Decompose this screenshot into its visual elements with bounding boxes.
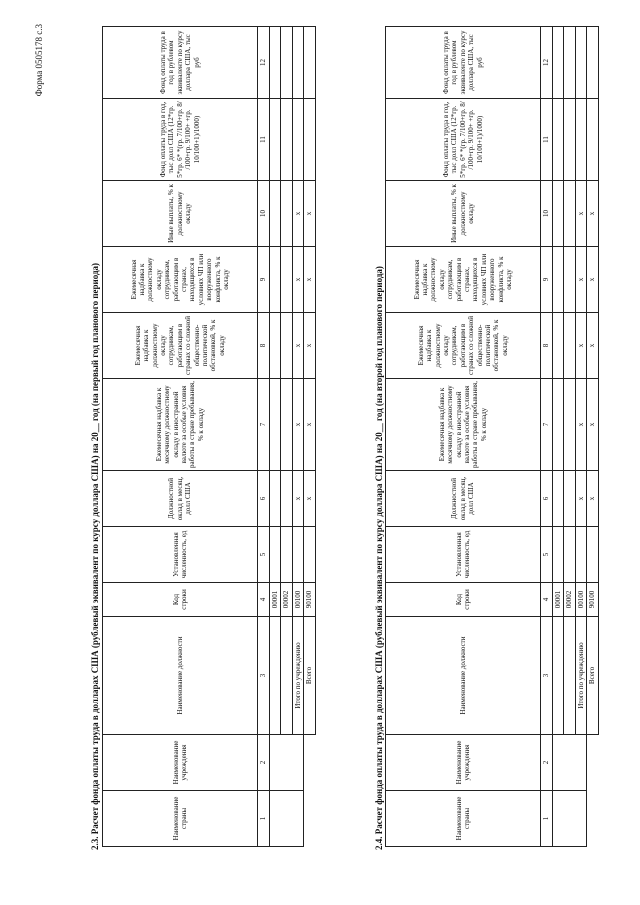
country-cell [553,791,587,847]
value-cell [270,313,281,379]
header-cell: Ежемесячная надбавка к должностному окладу сотрудникам, работающим в странах со сложной общественно-политической обстановкой, % к окладу [103,313,258,379]
section-title-2-4: 2.4. Расчет фонда оплаты труда в долларах США (рублевый эквивалент по курсу доллара США) на 20__ год (на второй год планового периода) [374,266,384,850]
column-number: 2 [258,735,270,791]
column-number: 7 [258,379,270,471]
column-number: 9 [258,247,270,313]
value-cell [564,99,575,181]
column-number: 10 [258,181,270,247]
value-cell [575,27,586,99]
value-cell [564,471,575,527]
value-cell [270,379,281,471]
column-number: 3 [258,617,270,735]
blank-cell [304,735,315,791]
column-number: 1 [258,791,270,847]
value-cell: x [304,313,315,379]
value-cell [553,527,564,583]
value-cell: x [587,181,598,247]
value-cell [564,247,575,313]
value-cell [575,99,586,181]
value-cell: x [304,471,315,527]
table-row [564,27,575,847]
value-cell [281,247,292,313]
table-row [270,27,281,847]
column-number: 12 [541,27,553,99]
column-number: 9 [541,247,553,313]
value-cell [564,527,575,583]
subtotal-label: Итого по учреждению [292,617,303,735]
value-cell [281,181,292,247]
header-cell: Ежемесячная надбавка к должностному окладу сотрудникам, работающим в странах, находящихся в условиях ЧП или вооруженного конфликта, % к окладу [386,247,541,313]
value-cell [281,379,292,471]
position-cell [270,617,281,735]
value-cell: x [304,379,315,471]
value-cell [575,527,586,583]
column-number: 10 [541,181,553,247]
header-cell: Фонд оплаты труда в год, тыс долл США (12*гр. 5*гр. 6* *(гр. 7/100+гр. 8/ /100+гр. 9/100+ +гр. 10/100+1)/1000) [386,99,541,181]
value-cell [564,27,575,99]
table-row-total [587,27,598,847]
value-cell [281,471,292,527]
row-code: 00001 [270,583,281,617]
value-cell: x [575,247,586,313]
value-cell: x [292,313,303,379]
header-cell: Ежемесячная надбавка к месячному должностному окладу в иностранной валюте за особые условия работы в стране пребывания, % к окладу [103,379,258,471]
blank-cell [587,791,598,847]
column-number: 5 [258,527,270,583]
value-cell: x [587,313,598,379]
value-cell: x [587,379,598,471]
value-cell [292,99,303,181]
value-cell: x [292,471,303,527]
institution-cell [553,735,587,791]
value-cell [270,99,281,181]
position-cell [564,617,575,735]
column-number: 11 [258,99,270,181]
header-cell: Установленная численность, ед [103,527,258,583]
value-cell [270,27,281,99]
header-cell: Ежемесячная надбавка к должностному окладу сотрудникам, работающим в странах, находящихся в условиях ЧП или вооруженного конфликта, % к окладу [103,247,258,313]
value-cell [281,527,292,583]
header-cell: Должностной оклад в месяц, долл США [386,471,541,527]
column-number: 5 [541,527,553,583]
value-cell [270,527,281,583]
value-cell [304,99,315,181]
row-code: 00001 [553,583,564,617]
value-cell [564,313,575,379]
table-row-subtotal [292,27,303,847]
header-cell: Наименование страны [103,791,258,847]
value-cell [553,181,564,247]
header-cell: Ежемесячная надбавка к месячному должностному окладу в иностранной валюте за особые условия работы в стране пребывания, % к окладу [386,379,541,471]
column-number: 4 [541,583,553,617]
header-row [386,27,541,847]
value-cell [304,527,315,583]
row-code: 00100 [575,583,586,617]
value-cell [553,379,564,471]
column-number: 6 [258,471,270,527]
value-cell: x [292,379,303,471]
row-code: 00002 [281,583,292,617]
total-label: Всего [304,617,315,735]
row-code: 00002 [564,583,575,617]
value-cell [587,27,598,99]
column-number-row [541,27,553,847]
header-cell: Наименование учреждения [386,735,541,791]
value-cell [553,99,564,181]
column-number: 7 [541,379,553,471]
column-number: 3 [541,617,553,735]
row-code: 90100 [587,583,598,617]
header-row [103,27,258,847]
header-cell: Фонд оплаты труда в год, тыс долл США (12*гр. 5*гр. 6* *(гр. 7/100+гр. 8/ /100+гр. 9/100+ +гр. 10/100+1)/1000) [103,99,258,181]
column-number: 1 [541,791,553,847]
total-label: Всего [587,617,598,735]
value-cell [292,527,303,583]
header-cell: Фонд оплаты труда в год в рублевом эквиваленте по курсу доллара США, тыс руб [103,27,258,99]
header-cell: Должностной оклад в месяц, долл США [103,471,258,527]
value-cell [587,527,598,583]
table-row [553,27,564,847]
value-cell: x [575,181,586,247]
column-number: 11 [541,99,553,181]
value-cell: x [304,181,315,247]
header-cell: Наименование страны [386,791,541,847]
value-cell: x [587,471,598,527]
header-cell: Иные выплаты, % к должностному окладу [103,181,258,247]
column-number: 4 [258,583,270,617]
column-number: 8 [258,313,270,379]
column-number: 2 [541,735,553,791]
value-cell: x [575,313,586,379]
value-cell [270,247,281,313]
header-cell: Установленная численность, ед [386,527,541,583]
value-cell [270,471,281,527]
value-cell [553,247,564,313]
value-cell [553,313,564,379]
header-cell: Код строки [386,583,541,617]
blank-cell [304,791,315,847]
table-row-total [304,27,315,847]
value-cell [281,313,292,379]
value-cell [553,27,564,99]
value-cell: x [292,247,303,313]
value-cell [270,181,281,247]
value-cell [292,27,303,99]
position-cell [281,617,292,735]
column-number: 12 [258,27,270,99]
column-number-row [258,27,270,847]
value-cell [553,471,564,527]
section-title-2-3: 2.3. Расчет фонда оплаты труда в долларах США (рублевый эквивалент по курсу доллара США) на 20__ год (на первый год планового периода) [90,262,100,850]
value-cell [304,27,315,99]
country-cell [270,791,304,847]
value-cell: x [292,181,303,247]
value-cell [564,181,575,247]
header-cell: Наименование должности [103,617,258,735]
form-code: Форма 0505178 с.3 [34,24,44,97]
row-code: 90100 [304,583,315,617]
value-cell: x [587,247,598,313]
column-number: 6 [541,471,553,527]
subtotal-label: Итого по учреждению [575,617,586,735]
institution-cell [270,735,304,791]
value-cell [281,27,292,99]
position-cell [553,617,564,735]
column-number: 8 [541,313,553,379]
value-cell: x [575,379,586,471]
wage-fund-table-2-4 [385,26,599,847]
header-cell: Фонд оплаты труда в год в рублевом эквиваленте по курсу доллара США, тыс руб [386,27,541,99]
header-cell: Код строки [103,583,258,617]
header-cell: Ежемесячная надбавка к должностному окладу сотрудникам, работающим в странах со сложной общественно-политической обстановкой, % к окладу [386,313,541,379]
value-cell [564,379,575,471]
blank-cell [587,735,598,791]
header-cell: Иные выплаты, % к должностному окладу [386,181,541,247]
wage-fund-table-2-3 [102,26,316,847]
table-row [281,27,292,847]
value-cell [587,99,598,181]
header-cell: Наименование должности [386,617,541,735]
value-cell [281,99,292,181]
header-cell: Наименование учреждения [103,735,258,791]
value-cell: x [575,471,586,527]
table-row-subtotal [575,27,586,847]
value-cell: x [304,247,315,313]
row-code: 00100 [292,583,303,617]
